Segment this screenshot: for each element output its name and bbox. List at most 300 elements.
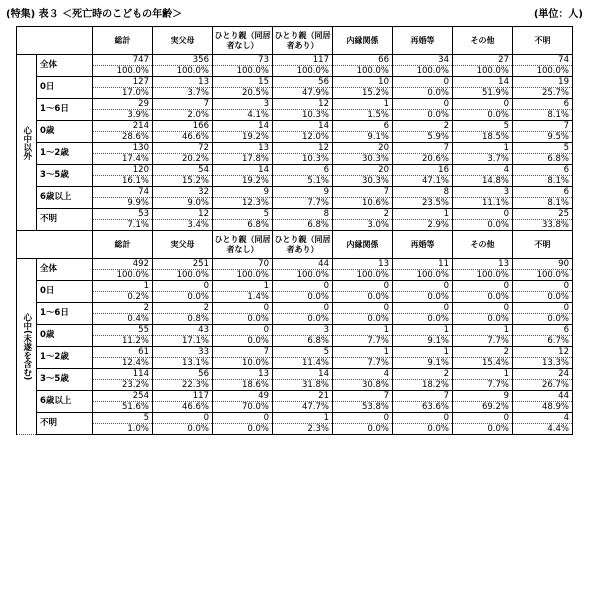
row-label: 1～2歳 <box>37 143 93 165</box>
percent-cell: 47.7% <box>273 402 333 413</box>
column-header: 不明 <box>513 231 573 259</box>
row-label: 全体 <box>37 55 93 77</box>
percent-cell: 7.7% <box>333 358 393 369</box>
count-cell: 1 <box>333 325 393 336</box>
count-cell: 25 <box>513 209 573 220</box>
percent-cell: 10.3% <box>273 154 333 165</box>
percent-row <box>17 66 573 77</box>
percent-cell: 100.0% <box>333 66 393 77</box>
count-row <box>17 209 573 220</box>
count-cell: 5 <box>213 209 273 220</box>
row-label: 0歳 <box>37 121 93 143</box>
count-row <box>17 391 573 402</box>
count-cell: 0 <box>333 281 393 292</box>
count-cell: 53 <box>93 209 153 220</box>
percent-cell: 0.0% <box>153 424 213 435</box>
count-cell: 251 <box>153 259 213 270</box>
count-cell: 214 <box>93 121 153 132</box>
count-cell: 9 <box>213 187 273 198</box>
column-header: 実父母 <box>153 27 213 55</box>
percent-row <box>17 176 573 187</box>
count-cell: 1 <box>93 281 153 292</box>
percent-cell: 100.0% <box>93 270 153 281</box>
percent-cell: 25.7% <box>513 88 573 99</box>
row-label: 1～6日 <box>37 99 93 121</box>
percent-cell: 100.0% <box>513 270 573 281</box>
row-label: 1～6日 <box>37 303 93 325</box>
count-cell: 0 <box>453 99 513 110</box>
count-cell: 0 <box>393 77 453 88</box>
count-cell: 1 <box>273 413 333 424</box>
percent-cell: 6.7% <box>513 336 573 347</box>
percent-cell: 100.0% <box>93 66 153 77</box>
count-cell: 1 <box>333 347 393 358</box>
unit-label: (単位：人) <box>533 9 583 20</box>
percent-cell: 22.3% <box>153 380 213 391</box>
count-cell: 4 <box>513 413 573 424</box>
percent-cell: 0.0% <box>333 314 393 325</box>
count-cell: 0 <box>153 413 213 424</box>
percent-cell: 1.4% <box>213 292 273 303</box>
count-cell: 4 <box>453 165 513 176</box>
percent-cell: 2.0% <box>153 110 213 121</box>
count-cell: 254 <box>93 391 153 402</box>
percent-cell: 0.0% <box>393 88 453 99</box>
row-label: 全体 <box>37 259 93 281</box>
percent-cell: 100.0% <box>153 66 213 77</box>
count-cell: 15 <box>213 77 273 88</box>
percent-cell: 23.5% <box>393 198 453 209</box>
percent-cell: 100.0% <box>453 66 513 77</box>
percent-cell: 18.6% <box>213 380 273 391</box>
count-cell: 1 <box>393 209 453 220</box>
count-cell: 3 <box>453 187 513 198</box>
percent-cell: 48.9% <box>513 402 573 413</box>
count-cell: 0 <box>153 281 213 292</box>
percent-cell: 3.0% <box>333 220 393 231</box>
count-cell: 13 <box>213 369 273 380</box>
count-cell: 12 <box>513 347 573 358</box>
count-cell: 2 <box>93 303 153 314</box>
count-cell: 0 <box>453 209 513 220</box>
count-cell: 24 <box>513 369 573 380</box>
percent-row <box>17 402 573 413</box>
count-row <box>17 77 573 88</box>
count-cell: 73 <box>213 55 273 66</box>
count-cell: 21 <box>273 391 333 402</box>
percent-cell: 0.0% <box>153 292 213 303</box>
count-cell: 2 <box>333 209 393 220</box>
percent-cell: 12.3% <box>213 198 273 209</box>
count-cell: 32 <box>153 187 213 198</box>
count-cell: 55 <box>93 325 153 336</box>
count-cell: 1 <box>213 281 273 292</box>
count-cell: 356 <box>153 55 213 66</box>
percent-cell: 0.0% <box>333 292 393 303</box>
count-cell: 8 <box>273 209 333 220</box>
count-cell: 43 <box>153 325 213 336</box>
count-cell: 14 <box>273 121 333 132</box>
row-label: 6歳以上 <box>37 187 93 209</box>
count-cell: 12 <box>273 143 333 154</box>
row-label: 不明 <box>37 209 93 231</box>
row-label: 3～5歳 <box>37 369 93 391</box>
percent-cell: 11.4% <box>273 358 333 369</box>
percent-cell: 23.2% <box>93 380 153 391</box>
percent-cell: 100.0% <box>273 270 333 281</box>
percent-cell: 0.0% <box>393 292 453 303</box>
count-cell: 1 <box>453 369 513 380</box>
percent-cell: 0.0% <box>333 424 393 435</box>
count-row <box>17 347 573 358</box>
percent-row <box>17 110 573 121</box>
count-cell: 0 <box>453 303 513 314</box>
percent-cell: 1.0% <box>93 424 153 435</box>
percent-cell: 47.9% <box>273 88 333 99</box>
percent-cell: 17.4% <box>93 154 153 165</box>
table-title: (特集) 表３ ＜死亡時のこどもの年齢＞ <box>6 9 183 20</box>
count-cell: 0 <box>213 413 273 424</box>
count-cell: 0 <box>393 281 453 292</box>
count-cell: 6 <box>333 121 393 132</box>
percent-cell: 0.8% <box>153 314 213 325</box>
percent-cell: 0.0% <box>393 424 453 435</box>
count-cell: 74 <box>93 187 153 198</box>
percent-cell: 30.3% <box>333 176 393 187</box>
percent-cell: 6.8% <box>273 220 333 231</box>
count-cell: 14 <box>213 121 273 132</box>
column-header: その他 <box>453 27 513 55</box>
column-header: 総計 <box>93 27 153 55</box>
group-label: 心中以外 <box>17 55 37 231</box>
percent-cell: 51.6% <box>93 402 153 413</box>
percent-cell: 3.4% <box>153 220 213 231</box>
percent-cell: 0.0% <box>213 314 273 325</box>
count-cell: 1 <box>393 347 453 358</box>
page-header <box>6 5 589 21</box>
count-cell: 11 <box>393 259 453 270</box>
count-cell: 166 <box>153 121 213 132</box>
column-header: 内縁関係 <box>333 27 393 55</box>
count-cell: 19 <box>513 77 573 88</box>
column-header: 再婚等 <box>393 231 453 259</box>
count-cell: 1 <box>453 325 513 336</box>
percent-cell: 33.8% <box>513 220 573 231</box>
percent-cell: 4.1% <box>213 110 273 121</box>
count-cell: 7 <box>393 391 453 402</box>
percent-cell: 53.8% <box>333 402 393 413</box>
column-header-row <box>17 231 573 259</box>
percent-cell: 46.6% <box>153 402 213 413</box>
percent-cell: 100.0% <box>213 270 273 281</box>
column-header: ひとり親（同居者あり） <box>273 231 333 259</box>
count-cell: 14 <box>213 165 273 176</box>
percent-cell: 69.2% <box>453 402 513 413</box>
percent-cell: 5.1% <box>273 176 333 187</box>
percent-cell: 30.8% <box>333 380 393 391</box>
count-cell: 6 <box>273 165 333 176</box>
percent-row <box>17 314 573 325</box>
percent-cell: 100.0% <box>273 66 333 77</box>
percent-cell: 7.7% <box>333 336 393 347</box>
percent-cell: 100.0% <box>453 270 513 281</box>
count-cell: 0 <box>333 413 393 424</box>
percent-row <box>17 358 573 369</box>
percent-cell: 12.0% <box>273 132 333 143</box>
count-cell: 4 <box>333 369 393 380</box>
count-cell: 120 <box>93 165 153 176</box>
percent-cell: 18.5% <box>453 132 513 143</box>
percent-cell: 7.7% <box>453 380 513 391</box>
count-cell: 3 <box>273 325 333 336</box>
count-cell: 54 <box>153 165 213 176</box>
count-cell: 0 <box>393 303 453 314</box>
percent-cell: 3.7% <box>153 88 213 99</box>
count-cell: 12 <box>273 99 333 110</box>
percent-cell: 0.0% <box>273 314 333 325</box>
count-row <box>17 325 573 336</box>
count-cell: 0 <box>393 99 453 110</box>
count-cell: 9 <box>453 391 513 402</box>
percent-cell: 19.2% <box>213 132 273 143</box>
count-row <box>17 413 573 424</box>
count-cell: 492 <box>93 259 153 270</box>
count-cell: 33 <box>153 347 213 358</box>
count-cell: 44 <box>273 259 333 270</box>
column-header-row <box>17 27 573 55</box>
percent-cell: 9.9% <box>93 198 153 209</box>
count-cell: 0 <box>513 281 573 292</box>
percent-cell: 11.2% <box>93 336 153 347</box>
count-row <box>17 303 573 314</box>
percent-cell: 31.8% <box>273 380 333 391</box>
percent-cell: 100.0% <box>393 270 453 281</box>
percent-cell: 14.8% <box>453 176 513 187</box>
percent-row <box>17 380 573 391</box>
percent-cell: 8.1% <box>513 110 573 121</box>
count-cell: 0 <box>273 281 333 292</box>
percent-cell: 2.9% <box>393 220 453 231</box>
column-header: 不明 <box>513 27 573 55</box>
percent-cell: 9.5% <box>513 132 573 143</box>
count-cell: 66 <box>333 55 393 66</box>
count-row <box>17 143 573 154</box>
percent-cell: 46.6% <box>153 132 213 143</box>
percent-cell: 2.3% <box>273 424 333 435</box>
count-row <box>17 99 573 110</box>
percent-cell: 100.0% <box>153 270 213 281</box>
percent-cell: 5.9% <box>393 132 453 143</box>
percent-cell: 18.2% <box>393 380 453 391</box>
percent-cell: 17.8% <box>213 154 273 165</box>
count-cell: 7 <box>333 187 393 198</box>
percent-cell: 0.0% <box>273 292 333 303</box>
count-cell: 1 <box>333 99 393 110</box>
percent-row <box>17 270 573 281</box>
percent-cell: 17.1% <box>153 336 213 347</box>
percent-cell: 0.0% <box>213 336 273 347</box>
count-cell: 117 <box>153 391 213 402</box>
percent-row <box>17 336 573 347</box>
row-label: 1～2歳 <box>37 347 93 369</box>
count-row <box>17 55 573 66</box>
count-cell: 114 <box>93 369 153 380</box>
column-header: ひとり親（同居者なし） <box>213 27 273 55</box>
count-cell: 90 <box>513 259 573 270</box>
percent-cell: 0.2% <box>93 292 153 303</box>
count-cell: 2 <box>153 303 213 314</box>
percent-cell: 0.0% <box>453 292 513 303</box>
percent-row <box>17 292 573 303</box>
count-row <box>17 121 573 132</box>
percent-cell: 13.3% <box>513 358 573 369</box>
count-cell: 130 <box>93 143 153 154</box>
percent-cell: 7.7% <box>273 198 333 209</box>
percent-row <box>17 198 573 209</box>
group-label: 心中(未遂を含む) <box>17 259 37 435</box>
count-cell: 3 <box>213 99 273 110</box>
count-cell: 5 <box>513 143 573 154</box>
header-corner <box>17 231 93 259</box>
percent-row <box>17 220 573 231</box>
percent-cell: 0.4% <box>93 314 153 325</box>
count-cell: 74 <box>513 55 573 66</box>
percent-cell: 47.1% <box>393 176 453 187</box>
count-row <box>17 259 573 270</box>
count-cell: 27 <box>453 55 513 66</box>
percent-cell: 16.1% <box>93 176 153 187</box>
percent-cell: 0.0% <box>453 220 513 231</box>
count-cell: 0 <box>393 413 453 424</box>
percent-cell: 100.0% <box>333 270 393 281</box>
percent-cell: 26.7% <box>513 380 573 391</box>
percent-cell: 70.0% <box>213 402 273 413</box>
count-row <box>17 187 573 198</box>
count-cell: 5 <box>273 347 333 358</box>
count-cell: 12 <box>153 209 213 220</box>
count-cell: 49 <box>213 391 273 402</box>
column-header: ひとり親（同居者あり） <box>273 27 333 55</box>
count-cell: 7 <box>333 391 393 402</box>
percent-cell: 20.6% <box>393 154 453 165</box>
percent-cell: 0.0% <box>453 314 513 325</box>
percent-cell: 0.0% <box>453 424 513 435</box>
count-cell: 56 <box>273 77 333 88</box>
count-row <box>17 281 573 292</box>
percent-cell: 63.6% <box>393 402 453 413</box>
count-cell: 56 <box>153 369 213 380</box>
count-cell: 16 <box>393 165 453 176</box>
column-header: 実父母 <box>153 231 213 259</box>
percent-cell: 4.4% <box>513 424 573 435</box>
percent-cell: 51.9% <box>453 88 513 99</box>
count-cell: 14 <box>453 77 513 88</box>
percent-cell: 20.5% <box>213 88 273 99</box>
percent-cell: 7.1% <box>93 220 153 231</box>
count-cell: 29 <box>93 99 153 110</box>
count-cell: 5 <box>453 121 513 132</box>
count-cell: 0 <box>213 303 273 314</box>
row-label: 0日 <box>37 281 93 303</box>
count-cell: 13 <box>333 259 393 270</box>
header-corner <box>17 27 93 55</box>
count-cell: 7 <box>393 143 453 154</box>
percent-cell: 3.9% <box>93 110 153 121</box>
count-cell: 0 <box>453 413 513 424</box>
percent-cell: 9.1% <box>333 132 393 143</box>
count-cell: 0 <box>513 303 573 314</box>
percent-cell: 6.8% <box>273 336 333 347</box>
count-cell: 13 <box>453 259 513 270</box>
percent-cell: 1.5% <box>333 110 393 121</box>
count-cell: 70 <box>213 259 273 270</box>
percent-cell: 0.0% <box>213 424 273 435</box>
percent-cell: 30.3% <box>333 154 393 165</box>
count-cell: 7 <box>213 347 273 358</box>
count-cell: 127 <box>93 77 153 88</box>
count-cell: 20 <box>333 143 393 154</box>
percent-row <box>17 424 573 435</box>
count-cell: 0 <box>273 303 333 314</box>
percent-cell: 9.1% <box>393 336 453 347</box>
count-cell: 61 <box>93 347 153 358</box>
count-row <box>17 165 573 176</box>
percent-cell: 11.1% <box>453 198 513 209</box>
percent-cell: 8.1% <box>513 198 573 209</box>
age-at-death-table <box>16 26 573 435</box>
row-label: 6歳以上 <box>37 391 93 413</box>
percent-cell: 8.1% <box>513 176 573 187</box>
percent-cell: 6.8% <box>213 220 273 231</box>
percent-cell: 7.7% <box>453 336 513 347</box>
percent-row <box>17 154 573 165</box>
percent-cell: 100.0% <box>213 66 273 77</box>
percent-cell: 3.7% <box>453 154 513 165</box>
count-cell: 747 <box>93 55 153 66</box>
row-label: 不明 <box>37 413 93 435</box>
row-label: 3～5歳 <box>37 165 93 187</box>
percent-cell: 10.0% <box>213 358 273 369</box>
percent-cell: 100.0% <box>513 66 573 77</box>
percent-cell: 15.2% <box>333 88 393 99</box>
count-cell: 34 <box>393 55 453 66</box>
percent-row <box>17 88 573 99</box>
count-cell: 0 <box>213 325 273 336</box>
percent-cell: 0.0% <box>453 110 513 121</box>
percent-cell: 10.3% <box>273 110 333 121</box>
count-cell: 6 <box>513 99 573 110</box>
percent-cell: 6.8% <box>513 154 573 165</box>
percent-cell: 17.0% <box>93 88 153 99</box>
count-cell: 10 <box>333 77 393 88</box>
column-header: 総計 <box>93 231 153 259</box>
count-cell: 9 <box>273 187 333 198</box>
percent-cell: 15.4% <box>453 358 513 369</box>
count-cell: 7 <box>153 99 213 110</box>
count-cell: 13 <box>213 143 273 154</box>
column-header: ひとり親（同居者なし） <box>213 231 273 259</box>
count-cell: 7 <box>513 121 573 132</box>
row-label: 0日 <box>37 77 93 99</box>
count-cell: 0 <box>333 303 393 314</box>
count-cell: 13 <box>153 77 213 88</box>
percent-cell: 100.0% <box>393 66 453 77</box>
percent-cell: 10.6% <box>333 198 393 209</box>
percent-cell: 19.2% <box>213 176 273 187</box>
column-header: 内縁関係 <box>333 231 393 259</box>
count-cell: 44 <box>513 391 573 402</box>
count-cell: 6 <box>513 165 573 176</box>
